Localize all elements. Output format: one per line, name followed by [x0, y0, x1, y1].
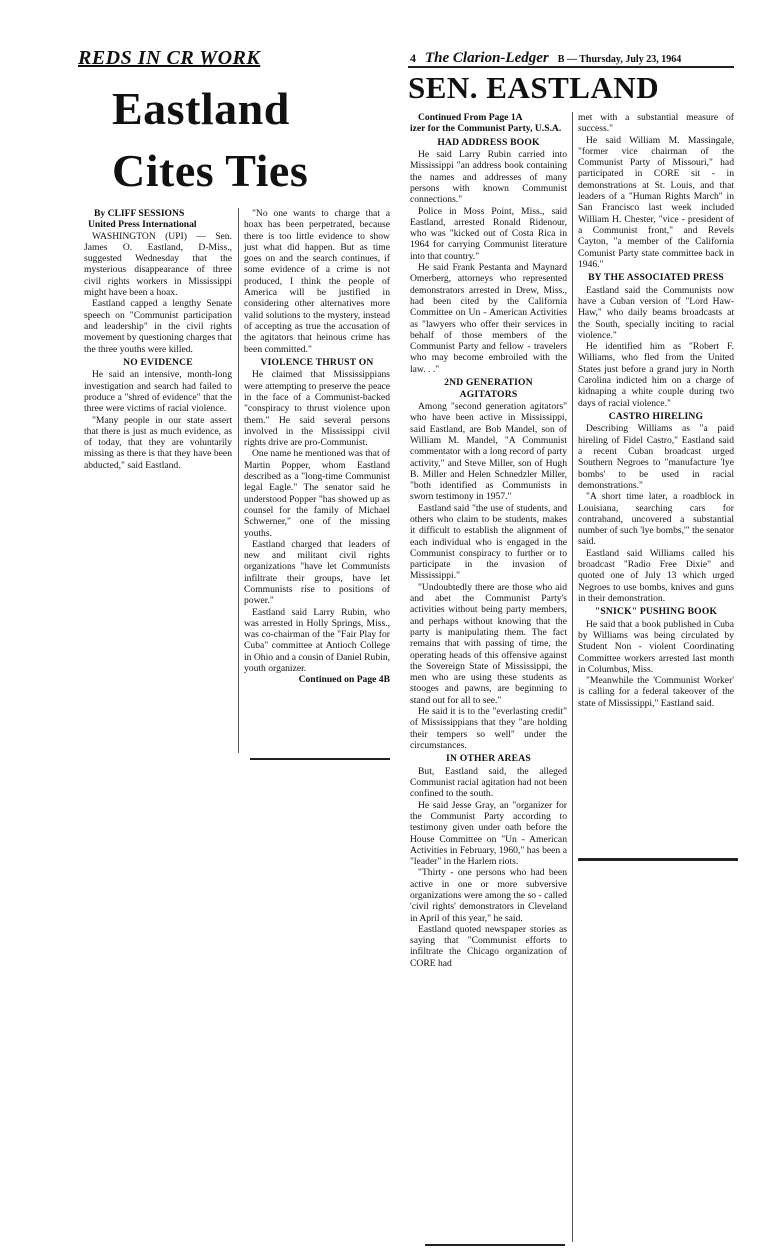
masthead-rule	[408, 66, 734, 68]
paragraph: "No one wants to charge that a hoax has been perpetrated, because there is too little evidence to show just what did happen. But as time goes on and the search continues, if some evidence of a crime is not produced, I think the people of America will be justified in considering other alternatives more valid solutions to the mystery, instead of accepting as true the accusation of the agitators that heinous crime has been committed."	[244, 208, 390, 355]
headline: SEN. EASTLAND	[408, 70, 660, 105]
paragraph: Eastland capped a lengthy Senate speech on "Communist participation and leadership" in the civil rights movement by questioning charges that the three youths were killed.	[84, 298, 232, 355]
byline: By CLIFF SESSIONS	[94, 208, 185, 219]
subhead: VIOLENCE THRUST ON	[260, 356, 374, 368]
column-rule	[572, 112, 573, 1242]
paragraph: Eastland said Larry Rubin, who was arrested in Holly Springs, Miss., was co-chairman of the "Fair Play for Cuba" committee at Antioch College in Ohio and a cousin of Daniel Rubin, youth organizer.	[244, 606, 391, 675]
agency: United Press International	[88, 219, 197, 231]
paragraph: Eastland quoted newspaper stories as saying that "Communist efforts to infiltrate the Chicago organization of CORE had	[410, 923, 567, 969]
paragraph: "A short time later, a roadblock in Louisiana, searching cars for contraband, uncovered a substantial number of such 'lye bombs,'" the senator said.	[578, 491, 734, 548]
paragraph: "Undoubtedly there are those who aid and abet the Communist Party's activities without being party members, and perhaps without knowing that the party is manipulating them. The fact remains that with passing of time, the operating heads of this offensive against the Sovereign State of Mississippi, the men who are using these students as stooges and pawns, are beginning to stand out for all to see."	[410, 581, 567, 706]
paragraph: "Thirty - one persons who had been active in one or more subversive organizations were among the so - called 'civil rights' demonstrators in Cleveland in April of this year," he said.	[410, 867, 567, 924]
kicker: REDS IN CR WORK	[78, 47, 261, 69]
paragraph: Eastland said Williams called his broadcast "Radio Free Dixie" and quoted one of July 13 which urged Negroes to use bombs, knives and guns in their demonstration.	[578, 547, 734, 604]
paragraph: He said Jesse Gray, an "organizer for the Communist Party according to testimony given under oath before the House Committee on "Un - American Activities in February, 1960," has been a "leader" in the Harlem riots.	[410, 799, 567, 868]
right-column-1	[410, 112, 567, 969]
paragraph: WASHINGTON (UPI) — Sen. James O. Eastland, D-Miss., suggested Wednesday that the mysterious disappearance of three civil rights workers in Mississippi might have been a hoax.	[84, 230, 232, 299]
left-column-1	[84, 208, 232, 471]
masthead	[410, 50, 730, 67]
paper-name: The Clarion-Ledger	[425, 50, 549, 66]
subhead: IN OTHER AREAS	[446, 753, 531, 765]
subhead: NO EVIDENCE	[123, 356, 193, 368]
paragraph: Among "second generation agitators" who have been active in Mississippi, said Eastland, are Bob Mandel, son of William M. Mandel, "A Communist commentator with a long record of party activity," and Steve Miller, son of Hugh B. Miller and Helen Schnedzler Miller, "both identified as Communists in sworn testimony in 1957."	[410, 401, 567, 503]
paragraph: met with a substantial measure of success."	[578, 112, 734, 135]
page-number: 4	[410, 51, 416, 65]
paragraph: But, Eastland said, the alleged Communist racial agitation had not been confined to the south.	[410, 765, 567, 800]
paragraph: Eastland said the Communists now have a Cuban version of "Lord Haw-Haw," who daily beams broadcasts at the South, specially inciting to racial violence."	[578, 284, 734, 341]
paragraph: "Many people in our state assert that there is just as much evidence, as of today, that they are voluntarily missing as there is that they have been abducted," said Eastland.	[84, 414, 232, 471]
paragraph: He said William M. Massingale, "former vice chairman of the Communist Party of Missouri," had participated in CORE sit - in demonstrations at St. Louis, and that leaders of a "Human Rights March" in San Francisco last week included William H. Chester, "vice - president of a Communist front," and Revels Cayton, "a member of the California Comunist Party state committee back in 1946."	[578, 134, 734, 270]
subhead: HAD ADDRESS BOOK	[437, 136, 540, 148]
paragraph: "Meanwhile the 'Communist Worker' is calling for a federal takeover of the state of Mississippi," Eastland said.	[578, 675, 734, 709]
subhead: CASTRO HIRELING	[608, 410, 704, 422]
right-column-2	[578, 112, 734, 709]
paragraph: He identified him as "Robert F. Williams, who fled from the United States just before a grand jury in North Carolina indicted him on a charge of kidnaping a white couple during two days of racial violence."	[578, 341, 734, 409]
headline-line-2: Cites Ties	[112, 145, 309, 196]
paragraph: Describing Williams as "a paid hireling of Fidel Castro," Eastland said a recent Cuban broadcast urged Southern Negroes to "manufacture 'lye bombs' to be used in racial demonstrations."	[578, 423, 734, 491]
paragraph: Eastland charged that leaders of new and militant civil rights organizations "have let Communists infiltrate their groups, have let Communists rise to positions of power."	[244, 538, 390, 607]
paragraph: He claimed that Mississippians were attempting to preserve the peace in the face of a Communist-backed "conspiracy to thrust violence upon them." He said several persons involved in the Mississippi civil rights drive are pro-Communist.	[244, 369, 390, 449]
paragraph: He said it is to the "everlasting credit" of Mississippians that they "are holding their tempers so well" under the circumstances.	[410, 706, 567, 751]
subhead: 2ND GENERATION AGITATORS	[444, 377, 533, 400]
jump-line: Continued on Page 4B	[298, 674, 390, 686]
paragraph: Eastland said "the use of students, and others who claim to be students, makes it difficult to establish the alignment of each individual who is engaged in the Communist conspiracy to further or to participate in the invasion of Mississippi."	[410, 502, 567, 582]
paragraph: izer for the Communist Party, U.S.A.	[410, 123, 562, 135]
subhead: BY THE ASSOCIATED PRESS	[588, 272, 724, 284]
column-end-rule	[578, 858, 738, 861]
column-rule	[238, 208, 239, 753]
headline-line-1: Eastland	[112, 83, 290, 134]
section-date: B — Thursday, July 23, 1964	[557, 54, 682, 65]
bottom-rule	[425, 1244, 565, 1246]
paragraph: He said Larry Rubin carried into Mississippi "an address book containing the names and addresses of many persons with known Communist connections."	[410, 149, 567, 206]
paragraph: He said that a book published in Cuba by Williams was being circulated by Student Non - violent Coordinating Committee workers arrested last month in Columbus, Miss.	[578, 618, 734, 675]
subhead: "SNICK" PUSHING BOOK	[594, 606, 718, 618]
continued-line: Continued From Page 1A	[418, 112, 523, 123]
bottom-rule	[250, 758, 390, 760]
paragraph: Police in Moss Point, Miss., said Eastland, arrested Ronald Ridenour, who was "kicked out of Costa Rica in 1964 for carrying Communist literature into that country."	[410, 205, 567, 262]
paragraph: One name he mentioned was that of Martin Popper, whom Eastland described as a "long-time Communist legal Eagle." The senator said he understood Popper "has showed up as counsel for the family of Michael Schwerner," one of the missing youths.	[244, 448, 390, 539]
left-column-2	[244, 208, 390, 686]
paragraph: He said an intensive, month-long investigation and search had failed to produce a "shred of evidence" that the three were victims of racial violence.	[84, 369, 232, 415]
paragraph: He said Frank Pestanta and Maynard Omerberg, attorneys who represented demonstrators arrested in Drew, Miss., had been cited by the California Committee on Un - American Activities as "lawyers who offer their services in behalf of those members of the Communist Party and fellow - travelers who may become embroiled with the law. . ."	[410, 262, 567, 375]
